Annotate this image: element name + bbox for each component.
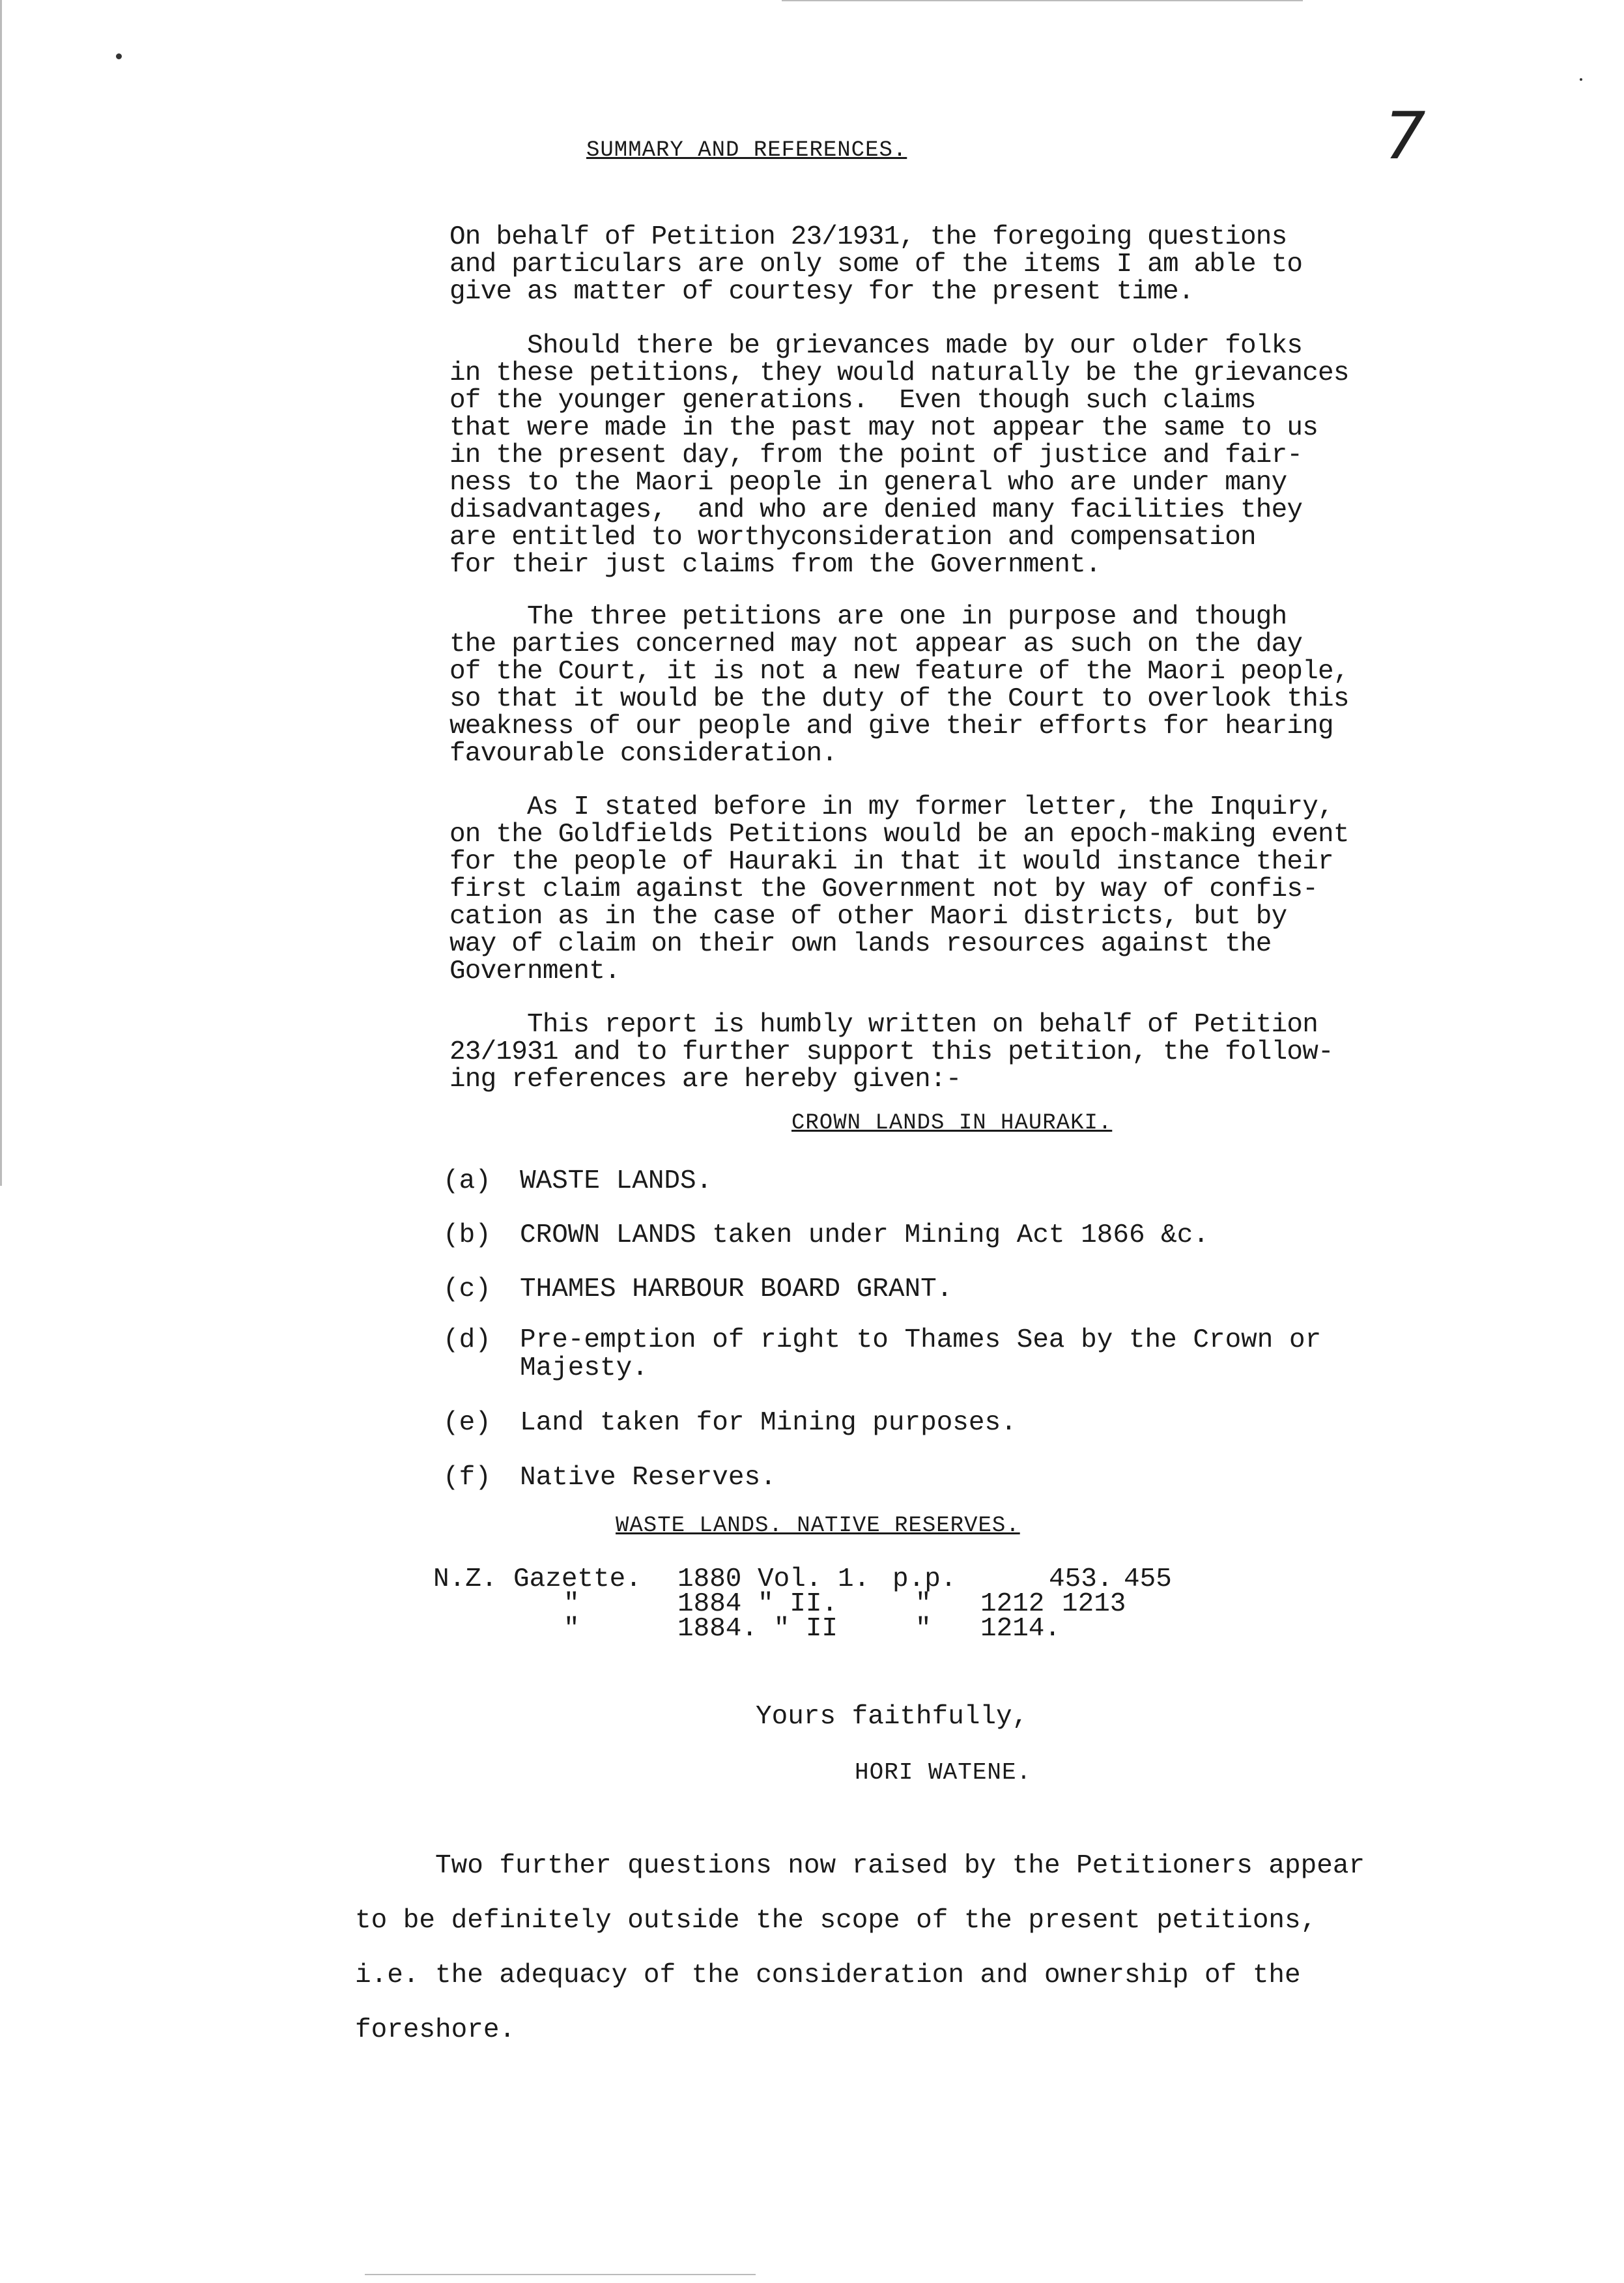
list-text: Native Reserves. bbox=[520, 1463, 776, 1493]
list-item bbox=[443, 1409, 1399, 1437]
footer-note: Two further questions now raised by the Petitioners appear to be definitely outside the scope of the present petitions, i.e. the adequacy of the consideration and ownership of the foreshore. bbox=[355, 1851, 1365, 2045]
paragraph-4: As I stated before in my former letter, the Inquiry, on the Goldfields Petitions would be an epoch-making event for the people of Hauraki in that it would instance their first claim against the Government not by way of confis- cation as in the case of other Maori districts, but by way of claim on their own lands resources against the Government. bbox=[449, 792, 1349, 986]
list-text: Land taken for Mining purposes. bbox=[520, 1408, 1017, 1438]
scan-edge-line bbox=[0, 0, 2, 1186]
scan-edge-line bbox=[782, 0, 1303, 1]
gazette-cell: 1884 " II. bbox=[677, 1589, 838, 1619]
gazette-cell: " bbox=[563, 1589, 580, 1619]
page-title: SUMMARY AND REFERENCES. bbox=[586, 138, 907, 163]
paragraph-1: On behalf of Petition 23/1931, the foregoing questions and particulars are only some of the items I am able to give as matter of courtesy for the present time. bbox=[449, 222, 1303, 307]
gazette-cell: 1880 Vol. 1. bbox=[677, 1564, 870, 1594]
paragraph-3: The three petitions are one in purpose and though the parties concerned may not appear as such on the day of the Court, it is not a new feature of the Maori people, so that it would be the duty of the Court to overlook this weakness of our people and give their efforts for hearing favourable consideration. bbox=[449, 602, 1349, 769]
subheading-crown-lands: CROWN LANDS IN HAURAKI. bbox=[791, 1111, 1113, 1136]
closing-salutation: Yours faithfully, bbox=[756, 1702, 1029, 1732]
paragraph-5: This report is humbly written on behalf of Petition 23/1931 and to further support this petition, the follow- ing references are hereby given:- bbox=[449, 1010, 1333, 1095]
scan-edge-line bbox=[365, 2274, 756, 2275]
list-marker: (f) bbox=[443, 1463, 491, 1493]
scan-speck bbox=[1580, 78, 1582, 81]
gazette-cell: " bbox=[915, 1589, 932, 1619]
gazette-cell: 1214. bbox=[980, 1614, 1061, 1644]
gazette-cell: p.p. bbox=[892, 1564, 957, 1594]
list-text: CROWN LANDS taken under Mining Act 1866 &c. bbox=[520, 1220, 1209, 1250]
list-text: Pre-emption of right to Thames Sea by the Crown or Majesty. bbox=[520, 1325, 1322, 1383]
gazette-cell: N.Z. Gazette. bbox=[433, 1564, 642, 1594]
list-marker: (a) bbox=[443, 1166, 491, 1196]
subheading-waste-lands: WASTE LANDS. NATIVE RESERVES. bbox=[616, 1514, 1020, 1538]
gazette-cell: 1213 bbox=[1062, 1589, 1126, 1619]
list-marker: (b) bbox=[443, 1220, 491, 1250]
list-item bbox=[443, 1327, 1399, 1383]
list-marker: (e) bbox=[443, 1408, 491, 1438]
gazette-cell: 453. bbox=[1049, 1564, 1113, 1594]
gazette-cell: 1212 bbox=[980, 1589, 1045, 1619]
signature: HORI WATENE. bbox=[855, 1759, 1032, 1786]
list-item bbox=[443, 1276, 1399, 1304]
list-item bbox=[443, 1168, 1399, 1196]
list-item bbox=[443, 1222, 1399, 1250]
list-item bbox=[443, 1464, 1399, 1492]
list-marker: (c) bbox=[443, 1274, 491, 1304]
scan-speck bbox=[116, 53, 122, 59]
gazette-cell: 455 bbox=[1124, 1564, 1172, 1594]
paragraph-2: Should there be grievances made by our older folks in these petitions, they would naturally be the grievances of the younger generations. Even though such claims that were made in the past may not appear the same to us in the present day, from the point of justice and fair- ness to the Maori people in general who are under many disadvantages, and who are denied many facilities they are entitled to worthyconsideration and compensation for their just claims from the Government. bbox=[449, 331, 1349, 580]
gazette-cell: 1884. " II bbox=[677, 1614, 838, 1644]
list-text: WASTE LANDS. bbox=[520, 1166, 713, 1196]
list-marker: (d) bbox=[443, 1325, 491, 1355]
list-text: THAMES HARBOUR BOARD GRANT. bbox=[520, 1274, 953, 1304]
gazette-cell: " bbox=[563, 1614, 580, 1644]
gazette-cell: " bbox=[915, 1614, 932, 1644]
page-number: 7 bbox=[1384, 98, 1426, 174]
